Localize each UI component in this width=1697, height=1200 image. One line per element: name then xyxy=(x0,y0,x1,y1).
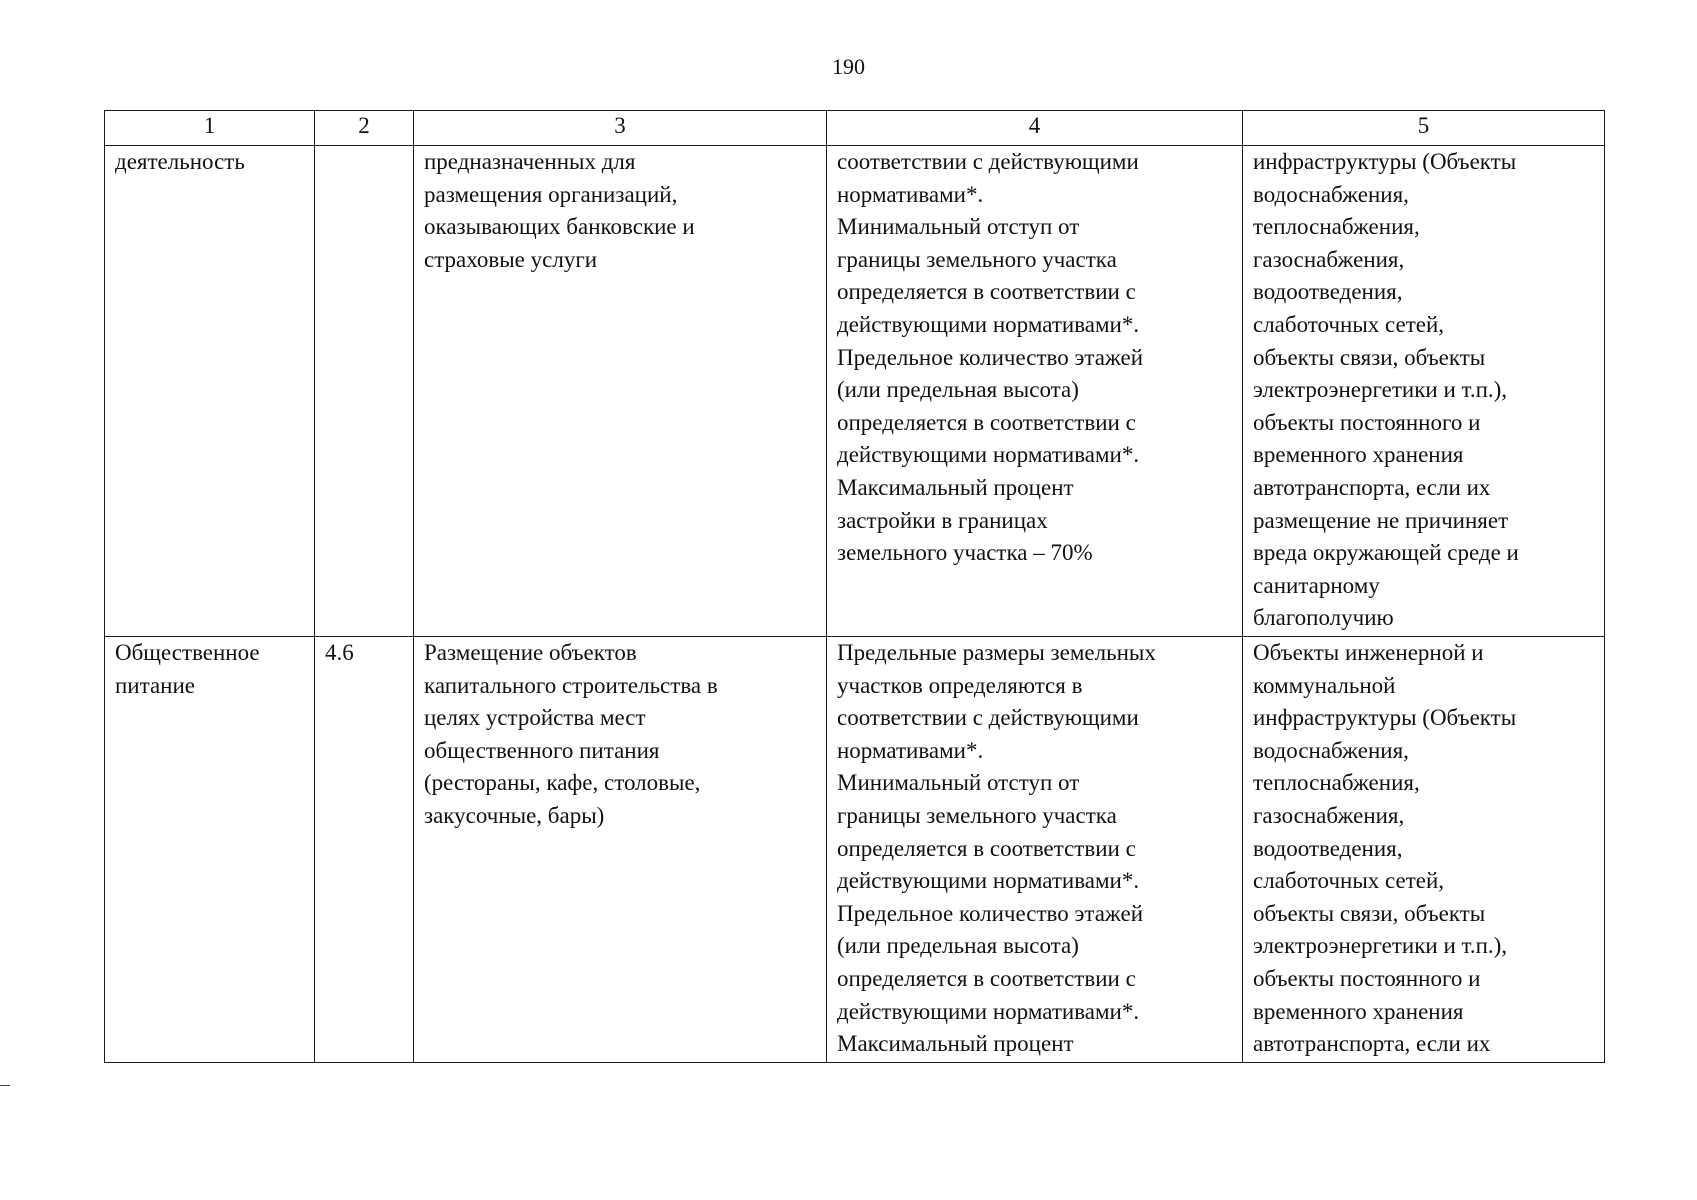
auxiliary-uses-text: Объекты инженерной и коммунальной инфраструктуры (Объекты водоснабжения, теплоснабжения, газоснабжения, водоотведения, слаботочных сетей, объекты связи, объекты электроэнергетики и т.п.), объекты постоянного и временного хранения автотранспорта, если их xyxy=(1253,640,1517,1057)
code-cell xyxy=(315,146,414,637)
page-number: 190 xyxy=(832,54,865,79)
description-cell xyxy=(414,146,827,637)
column-header-5: 5 xyxy=(1243,111,1605,146)
auxiliary-uses-text: инфраструктуры (Объекты водоснабжения, теплоснабжения, газоснабжения, водоотведения, слаботочных сетей, объекты связи, объекты электроэнергетики и т.п.), объекты постоянного и временного хранения автотранспорта, если их размещение не причиняет вреда окружающей среде и санитарному благополучию xyxy=(1253,149,1519,631)
auxiliary-uses-cell xyxy=(1243,637,1605,1063)
regulations-table xyxy=(104,110,1605,1063)
table-row xyxy=(105,637,1605,1063)
use-type-text: Общественное питание xyxy=(115,640,260,698)
column-header-1: 1 xyxy=(105,111,315,146)
column-header-4: 4 xyxy=(827,111,1243,146)
use-type-text: деятельность xyxy=(115,149,245,174)
parameters-text: Предельные размеры земельных участков определяются в соответствии с действующими нормативами*. Минимальный отступ от границы земельного участка определяется в соответствии с действующими нормативами*. Предельное количество этажей (или предельная высота) определяется в соответствии с действующими нормативами*. Максимальный процент xyxy=(837,640,1156,1057)
column-header-2: 2 xyxy=(315,111,414,146)
auxiliary-uses-cell xyxy=(1243,146,1605,637)
table-row xyxy=(105,146,1605,637)
column-header-3: 3 xyxy=(414,111,827,146)
code-text: 4.6 xyxy=(325,640,354,665)
parameters-cell xyxy=(827,146,1243,637)
use-type-cell xyxy=(105,146,315,637)
use-type-cell xyxy=(105,637,315,1063)
table-header-row xyxy=(105,111,1605,146)
parameters-cell xyxy=(827,637,1243,1063)
description-cell xyxy=(414,637,827,1063)
parameters-text: соответствии с действующими нормативами*. Минимальный отступ от границы земельного участка определяется в соответствии с действующими нормативами*. Предельное количество этажей (или предельная высота) определяется в соответствии с действующими нормативами*. Максимальный процент застройки в границах земельного участка – 70% xyxy=(837,149,1144,566)
description-text: предназначенных для размещения организаций, оказывающих банковские и страховые услуги xyxy=(424,149,695,272)
description-text: Размещение объектов капитального строительства в целях устройства мест общественного питания (рестораны, кафе, столовые, закусочные, бары) xyxy=(424,640,718,828)
code-cell xyxy=(315,637,414,1063)
margin-mark xyxy=(0,1085,10,1086)
